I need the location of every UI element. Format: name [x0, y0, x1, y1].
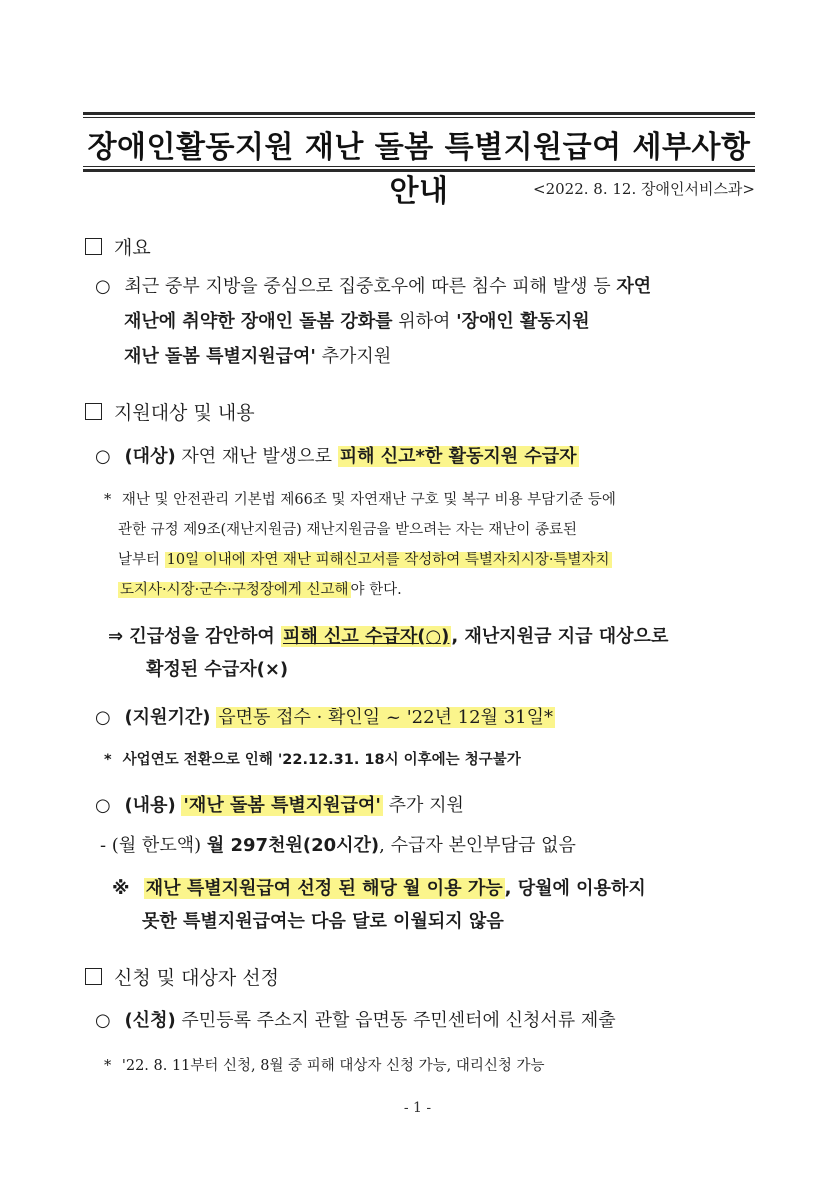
urgency-text: , 재난지원금 지급 대상으로: [451, 626, 669, 647]
section-heading-text: 신청 및 대상자 선정: [114, 967, 279, 989]
target-note-text: 재난 및 안전관리 기본법 제66조 및 자연재난 구호 및 복구 비용 부담기준 등에: [121, 492, 616, 508]
apply-line: [95, 1006, 616, 1032]
apply-label: (신청): [124, 1010, 176, 1031]
reference-highlight: 재난 특별지원급여 선정 된 해당 월 이용 가능: [145, 878, 503, 899]
limit-text: , 수급자 본인부담금 없음: [379, 835, 576, 856]
target-note-line-4: [118, 578, 402, 599]
urgency-line-1: [108, 622, 668, 648]
target-note-line-3: [118, 548, 612, 569]
note-star: *: [104, 492, 112, 508]
overview-line-3: [124, 342, 391, 368]
urgency-line-2: 확정된 수급자(×): [146, 659, 289, 680]
overview-bold: 재난에 취약한 장애인 돌봄 강화를: [124, 311, 393, 332]
overview-bold: '장애인 활동지원: [456, 311, 590, 332]
target-note-text: 야 한다.: [350, 582, 402, 598]
urgency-text: 긴급성을 감안하여: [123, 626, 281, 647]
document-title: 장애인활동지원 재난 돌봄 특별지원급여 세부사항 안내: [87, 130, 751, 209]
monthly-limit-line: [100, 831, 576, 857]
overview-text: 추가지원: [315, 346, 392, 367]
period-label: (지원기간): [124, 707, 211, 728]
section-heading-apply: [85, 963, 279, 990]
overview-line-1: [95, 272, 651, 298]
circle-bullet: ○: [95, 1010, 111, 1031]
section-heading-overview: [85, 233, 151, 260]
apply-note-text: '22. 8. 11부터 신청, 8월 중 피해 대상자 신청 가능, 대리신청 가능: [121, 1058, 545, 1074]
section-heading-target: [85, 398, 255, 425]
target-text: 자연 재난 발생으로: [175, 446, 338, 467]
title-top-rule-thin: [83, 117, 755, 118]
checkbox-square-icon: [85, 238, 102, 255]
overview-text: 위하여: [392, 311, 457, 332]
target-note-highlight: 도지사·시장·군수·구청장에게 신고해: [120, 582, 349, 598]
title-bottom-rule-thin: [83, 166, 755, 167]
period-note-text: 사업연도 전환으로 인해 '22.12.31. 18시 이후에는 청구불가: [122, 752, 521, 768]
period-highlight: 읍면동 접수 · 확인일 ~ '22년 12월 31일*: [218, 707, 553, 728]
title-bottom-rule: [83, 169, 755, 172]
checkbox-square-icon: [85, 403, 102, 420]
note-star: *: [104, 1058, 112, 1074]
urgency-underlined: 피해 신고 수급자(○): [283, 626, 450, 647]
note-star: *: [104, 752, 112, 768]
target-note-line-2: 관한 규정 제9조(재난지원금) 재난지원금을 받으려는 자는 재난이 종료된: [118, 522, 578, 538]
target-line: [95, 442, 579, 468]
apply-note: [104, 1054, 544, 1075]
reference-mark-line-1: [112, 874, 646, 900]
apply-text: 주민등록 주소지 관할 읍면동 주민센터에 신청서류 제출: [175, 1010, 616, 1031]
content-label: (내용): [124, 795, 176, 816]
reference-text: , 당월에 이용하지: [504, 878, 646, 899]
overview-text: 최근 중부 지방을 중심으로 집중호우에 따른 침수 피해 발생 등: [124, 276, 617, 297]
reference-mark-line-2: 못한 특별지원급여는 다음 달로 이월되지 않음: [142, 911, 504, 932]
circle-bullet: ○: [95, 446, 111, 467]
page-number: - 1 -: [403, 1100, 432, 1116]
overview-bold: 재난 돌봄 특별지원급여': [124, 346, 316, 367]
period-line: [95, 703, 555, 729]
circle-bullet: ○: [95, 795, 111, 816]
limit-bold: 월 297천원(20시간): [206, 835, 380, 856]
reference-mark-icon: ※: [112, 878, 130, 899]
circle-bullet: ○: [95, 707, 111, 728]
arrow-icon: ⇒: [108, 626, 124, 647]
target-label: (대상): [124, 446, 176, 467]
content-highlight: '재난 돌봄 특별지원급여': [183, 795, 381, 816]
checkbox-square-icon: [85, 968, 102, 985]
content-line: [95, 791, 464, 817]
target-note-highlight: 10일 이내에 자연 재난 피해신고서를 작성하여 특별자치시장·특별자치: [166, 552, 610, 568]
content-text: 추가 지원: [382, 795, 464, 816]
title-top-rule: [83, 112, 755, 115]
target-highlight: 피해 신고*한 활동지원 수급자: [339, 446, 577, 467]
target-note-line-1: [104, 488, 616, 509]
circle-bullet: ○: [95, 276, 111, 297]
limit-text: - (월 한도액): [100, 835, 207, 856]
period-note: [104, 748, 521, 769]
document-date: <2022. 8. 12. 장애인서비스과>: [533, 180, 755, 198]
section-heading-text: 지원대상 및 내용: [114, 402, 255, 424]
target-note-text: 날부터: [118, 552, 165, 568]
section-heading-text: 개요: [114, 237, 151, 259]
overview-line-2: [124, 307, 590, 333]
overview-bold: 자연: [616, 276, 652, 297]
